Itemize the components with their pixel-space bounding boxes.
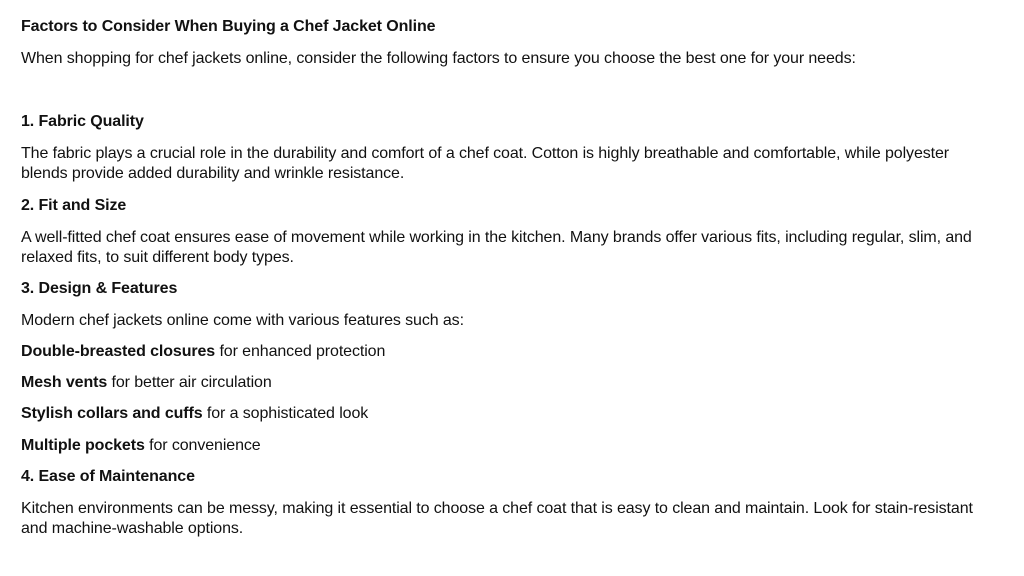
- section-heading-design-features: 3. Design & Features: [21, 280, 178, 297]
- section-body-ease-of-maintenance: Kitchen environments can be messy, making it essential to choose a chef coat that is easy to clean and maintain. Look for stain-resistant and machine-washable options.: [21, 500, 973, 537]
- section-heading-fabric-quality: 1. Fabric Quality: [21, 113, 144, 130]
- section-body-fabric-quality: The fabric plays a crucial role in the durability and comfort of a chef coat. Cotton is highly breathable and comfortable, while polyester blends provide added durability and wrinkle resistance.: [21, 145, 950, 182]
- feature-term: Multiple pockets: [21, 437, 145, 454]
- feature-description: for better air circulation: [107, 374, 272, 391]
- feature-item: [21, 404, 368, 424]
- section-heading-ease-of-maintenance: 4. Ease of Maintenance: [21, 468, 195, 485]
- feature-description: for a sophisticated look: [202, 405, 369, 422]
- section-heading-fit-and-size: 2. Fit and Size: [21, 197, 127, 214]
- feature-term: Stylish collars and cuffs: [21, 405, 203, 422]
- feature-description: for enhanced protection: [215, 343, 386, 360]
- feature-term: Double-breasted closures: [21, 343, 216, 360]
- feature-term: Mesh vents: [21, 374, 108, 391]
- feature-item: [21, 436, 261, 456]
- section-body-fit-and-size: A well-fitted chef coat ensures ease of movement while working in the kitchen. Many brands offer various fits, including regular, slim, and relaxed fits, to suit different body types.: [21, 229, 972, 266]
- feature-item: [21, 342, 385, 362]
- intro-text: When shopping for chef jackets online, consider the following factors to ensure you choose the best one for your needs:: [21, 50, 856, 67]
- feature-item: [21, 373, 272, 393]
- section-body-design-features: Modern chef jackets online come with various features such as:: [21, 312, 464, 329]
- page-title: Factors to Consider When Buying a Chef Jacket Online: [21, 18, 436, 35]
- feature-description: for convenience: [144, 437, 261, 454]
